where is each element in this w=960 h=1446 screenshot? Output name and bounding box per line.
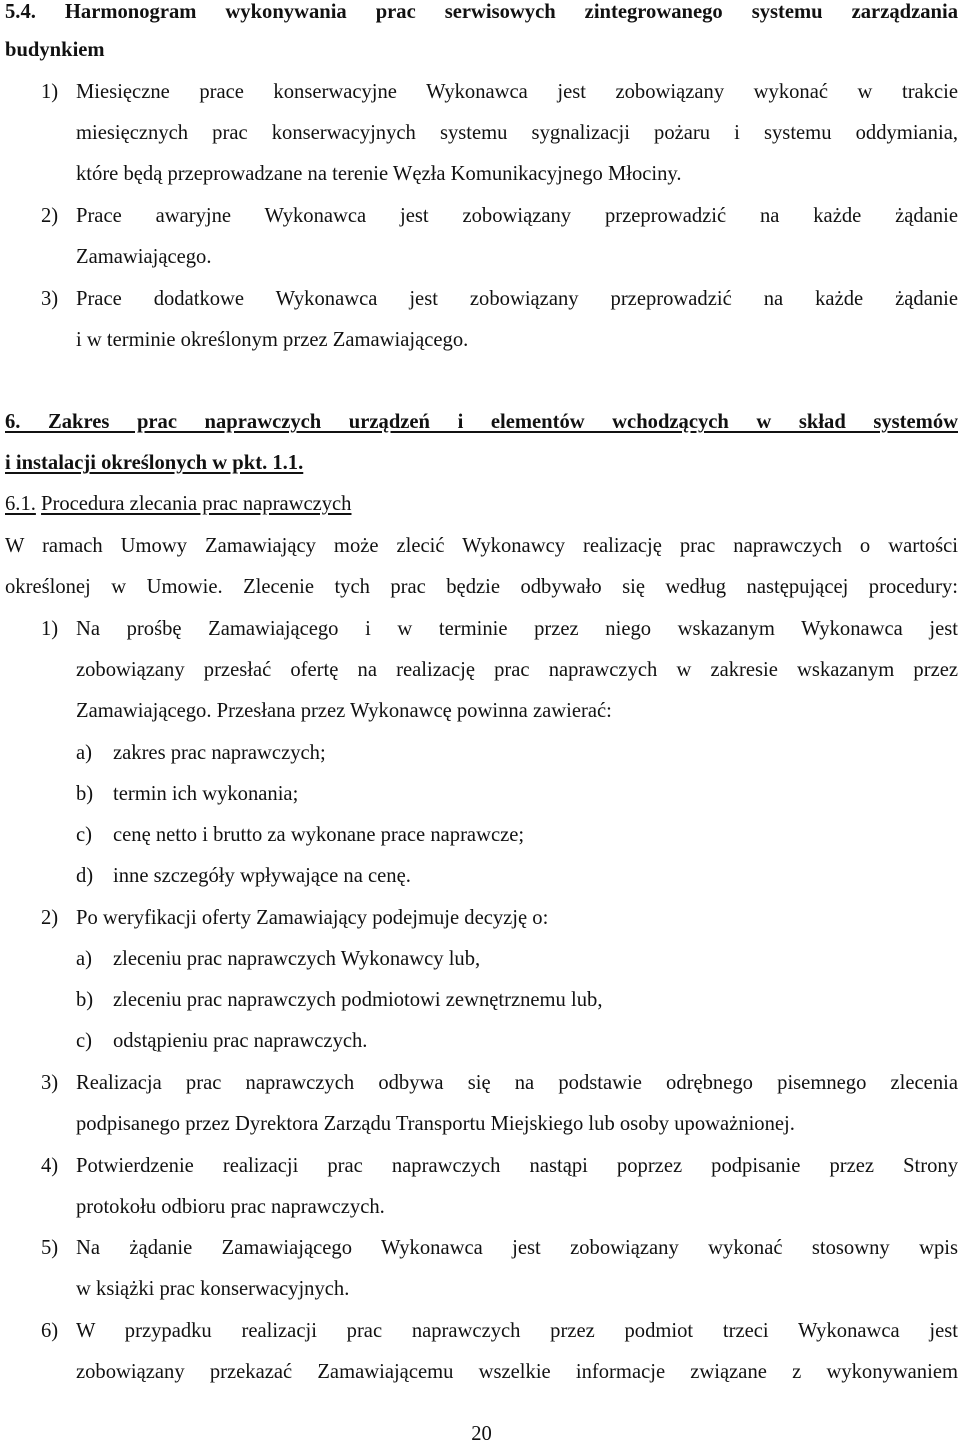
paragraph-line: które będą przeprowadzane na terenie Węzła Komunikacyjnego Młociny. [76, 163, 682, 185]
page-number: 20 [471, 1423, 492, 1445]
section-5-4-heading-line-2: budynkiem [5, 39, 105, 61]
list-number: 1) [41, 81, 59, 103]
paragraph-line: Po weryfikacji oferty Zamawiający podejmuje decyzję o: [76, 907, 549, 929]
section-6-heading-line-1: 6. Zakres prac naprawczych urządzeń i elementów wchodzących w skład systemów [5, 411, 958, 433]
sub-list-text: termin ich wykonania; [113, 783, 299, 805]
list-number: 4) [41, 1155, 59, 1177]
sub-list-item [5, 741, 958, 765]
section-6-1-heading [5, 492, 958, 516]
paragraph-line: Na prośbę Zamawiającego i w terminie przez niego wskazanym Wykonawca jest [76, 618, 958, 640]
sub-list-item [5, 988, 958, 1012]
section-5-4-heading-line-1: 5.4. Harmonogram wykonywania prac serwisowych zintegrowanego systemu zarządzania [5, 1, 958, 23]
paragraph-line: zobowiązany przekazać Zamawiającemu wszelkie informacje związane z wykonywaniem [76, 1361, 958, 1383]
sub-list-item [5, 947, 958, 971]
section-6-1-title: Procedura zlecania prac naprawczych [41, 493, 352, 515]
sub-list-text: odstąpieniu prac naprawczych. [113, 1030, 368, 1052]
paragraph-line: W przypadku realizacji prac naprawczych przez podmiot trzeci Wykonawca jest [76, 1320, 958, 1342]
list-number: 3) [41, 1072, 59, 1094]
sub-list-letter: b) [76, 783, 94, 805]
paragraph-line: Na żądanie Zamawiającego Wykonawca jest zobowiązany wykonać stosowny wpis [76, 1237, 958, 1259]
section-6-1-number: 6.1. [5, 493, 36, 515]
paragraph-line: określonej w Umowie. Zlecenie tych prac będzie odbywało się według następującej procedury: [5, 576, 958, 598]
section-6-heading-line-2: i instalacji określonych w pkt. 1.1. [5, 452, 304, 474]
list-number: 5) [41, 1237, 59, 1259]
paragraph-line: protokołu odbioru prac naprawczych. [76, 1196, 385, 1218]
paragraph-line: i w terminie określonym przez Zamawiającego. [76, 329, 469, 351]
list-number: 2) [41, 907, 59, 929]
paragraph-line: podpisanego przez Dyrektora Zarządu Transportu Miejskiego lub osoby upoważnionej. [76, 1113, 795, 1135]
list-item [5, 906, 958, 930]
list-number: 6) [41, 1320, 59, 1342]
paragraph-line: miesięcznych prac konserwacyjnych systemu sygnalizacji pożaru i systemu oddymiania, [76, 122, 958, 144]
sub-list-text: zakres prac naprawczych; [113, 742, 326, 764]
paragraph-line: Potwierdzenie realizacji prac naprawczych nastąpi poprzez podpisanie przez Strony [76, 1155, 958, 1177]
paragraph-line: Miesięczne prace konserwacyjne Wykonawca jest zobowiązany wykonać w trakcie [76, 81, 958, 103]
sub-list-letter: c) [76, 824, 92, 846]
sub-list-letter: d) [76, 865, 94, 887]
list-number: 2) [41, 205, 59, 227]
list-number: 1) [41, 618, 59, 640]
paragraph-line: zobowiązany przesłać ofertę na realizację prac naprawczych w zakresie wskazanym przez [76, 659, 958, 681]
list-number: 3) [41, 288, 59, 310]
paragraph-line: W ramach Umowy Zamawiający może zlecić Wykonawcy realizację prac naprawczych o wartości [5, 535, 958, 557]
sub-list-text: zleceniu prac naprawczych Wykonawcy lub, [113, 948, 481, 970]
paragraph-line: Realizacja prac naprawczych odbywa się na podstawie odrębnego pisemnego zlecenia [76, 1072, 958, 1094]
sub-list-item [5, 823, 958, 847]
sub-list-text: inne szczegóły wpływające na cenę. [113, 865, 411, 887]
paragraph-line: Prace awaryjne Wykonawca jest zobowiązany przeprowadzić na każde żądanie [76, 205, 958, 227]
sub-list-text: cenę netto i brutto za wykonane prace naprawcze; [113, 824, 525, 846]
sub-list-letter: c) [76, 1030, 92, 1052]
paragraph-line: Zamawiającego. [76, 246, 212, 268]
sub-list-item [5, 1029, 958, 1053]
sub-list-item [5, 782, 958, 806]
sub-list-letter: a) [76, 742, 92, 764]
sub-list-item [5, 864, 958, 888]
sub-list-letter: a) [76, 948, 92, 970]
paragraph-line: w książki prac konserwacyjnych. [76, 1278, 350, 1300]
paragraph-line: Prace dodatkowe Wykonawca jest zobowiązany przeprowadzić na każde żądanie [76, 288, 958, 310]
sub-list-text: zleceniu prac naprawczych podmiotowi zewnętrznemu lub, [113, 989, 603, 1011]
sub-list-letter: b) [76, 989, 94, 1011]
paragraph-line: Zamawiającego. Przesłana przez Wykonawcę powinna zawierać: [76, 700, 612, 722]
